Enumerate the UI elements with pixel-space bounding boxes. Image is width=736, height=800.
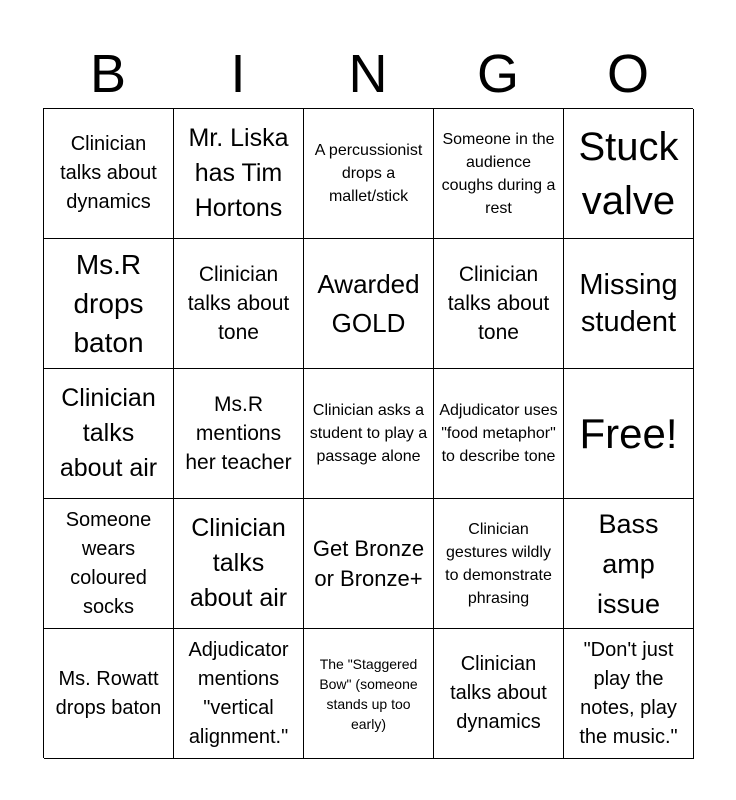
header-letter-g: G: [476, 44, 519, 104]
header-letter-i: I: [230, 44, 246, 104]
bingo-cell[interactable]: [44, 629, 174, 759]
bingo-cell[interactable]: [304, 499, 434, 629]
bingo-cell[interactable]: [564, 109, 694, 239]
header-letter-b: B: [89, 44, 127, 104]
bingo-cell[interactable]: [304, 629, 434, 759]
bingo-cell[interactable]: [44, 239, 174, 369]
bingo-cell[interactable]: [564, 499, 694, 629]
bingo-cell[interactable]: [44, 109, 174, 239]
bingo-cell[interactable]: [434, 369, 564, 499]
header-letter-n: N: [348, 44, 388, 104]
cell-text: Ms.R mentions her teacher: [185, 393, 292, 474]
cell-text: Bass amp issue: [596, 508, 661, 619]
cell-text: Clinician gestures wildly to demonstrate phrasing: [445, 520, 552, 607]
cell-text: The "Staggered Bow" (someone stands up too early): [319, 655, 418, 732]
cell-text: Ms. Rowatt drops baton: [55, 667, 162, 719]
cell-text: "Don't just play the notes, play the music.": [579, 638, 678, 748]
bingo-header: [43, 42, 693, 106]
cell-text: Clinician talks about dynamics: [450, 653, 547, 733]
cell-text: Adjudicator mentions "vertical alignment.": [188, 638, 289, 748]
bingo-cell[interactable]: [174, 239, 304, 369]
bingo-cell[interactable]: [434, 499, 564, 629]
bingo-cell[interactable]: [564, 369, 694, 499]
cell-text: Someone in the audience coughs during a rest: [441, 130, 556, 217]
cell-text: Mr. Liska has Tim Hortons: [188, 124, 289, 222]
cell-text: Ms.R drops baton: [73, 249, 144, 358]
cell-text: Clinician asks a student to play a passage alone: [309, 402, 428, 465]
bingo-cell[interactable]: [564, 629, 694, 759]
cell-text: Clinician talks about tone: [447, 263, 550, 344]
bingo-cell[interactable]: [174, 629, 304, 759]
bingo-cell[interactable]: [174, 109, 304, 239]
bingo-cell[interactable]: [304, 369, 434, 499]
bingo-cell[interactable]: [44, 369, 174, 499]
bingo-cell[interactable]: [434, 109, 564, 239]
cell-text: Clinician talks about tone: [187, 263, 290, 344]
header-letter-o: O: [606, 44, 649, 104]
bingo-cell[interactable]: [564, 239, 694, 369]
bingo-cell[interactable]: [304, 239, 434, 369]
cell-text: Someone wears coloured socks: [65, 508, 152, 618]
cell-text: Clinician talks about air: [189, 514, 288, 612]
cell-text: Clinician talks about air: [59, 384, 158, 482]
cell-text: Missing student: [579, 268, 678, 338]
cell-text: Clinician talks about dynamics: [60, 133, 157, 213]
bingo-cell[interactable]: [174, 499, 304, 629]
bingo-cell[interactable]: [434, 629, 564, 759]
cell-text: Free!: [579, 409, 678, 457]
cell-text: Stuck valve: [578, 124, 679, 223]
bingo-cell[interactable]: [174, 369, 304, 499]
cell-text: A percussionist drops a mallet/stick: [314, 142, 423, 205]
bingo-cell[interactable]: [434, 239, 564, 369]
bingo-cell[interactable]: [44, 499, 174, 629]
bingo-cell[interactable]: [304, 109, 434, 239]
cell-text: Adjudicator uses "food metaphor" to describe tone: [439, 402, 558, 465]
cell-text: Awarded GOLD: [317, 268, 420, 338]
cell-text: Get Bronze or Bronze+: [312, 535, 425, 591]
bingo-grid: [43, 108, 693, 758]
